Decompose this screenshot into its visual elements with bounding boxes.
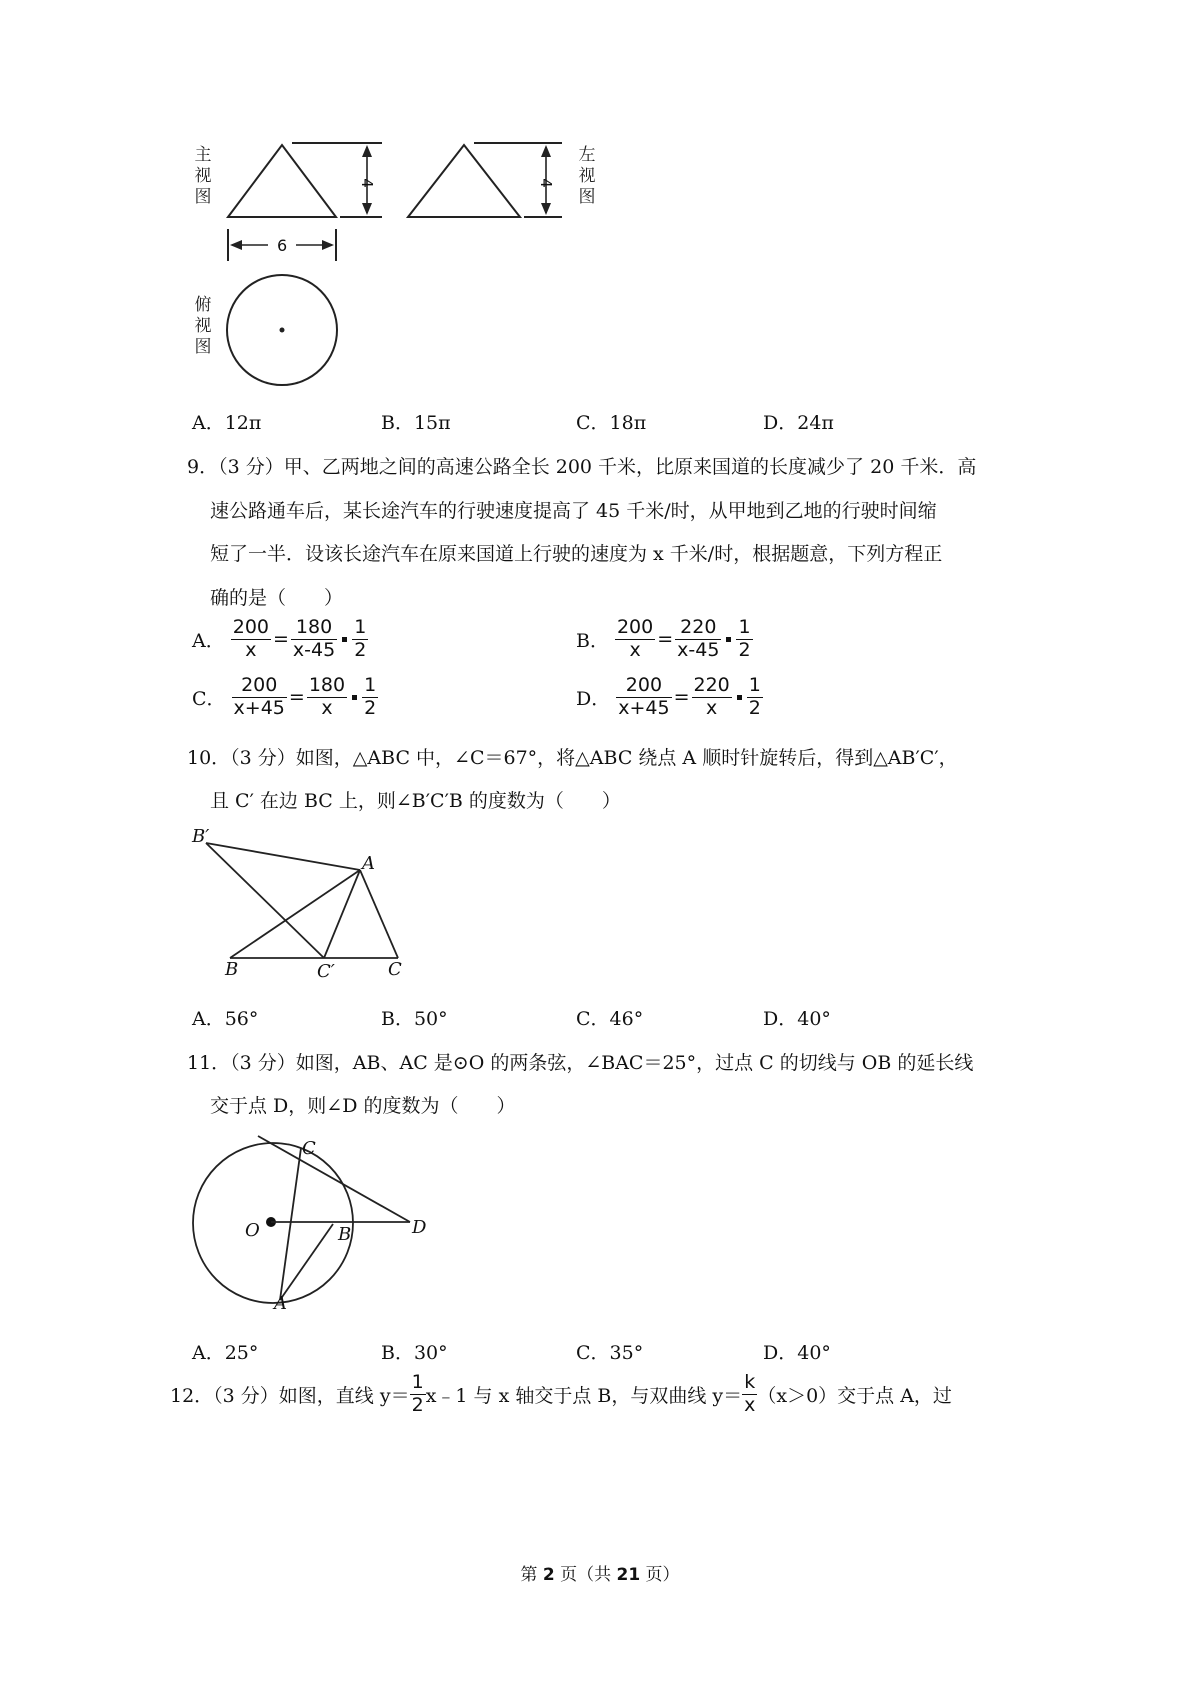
q12-frac1-den: 2: [411, 1393, 424, 1416]
top-view-center-dot: [280, 328, 285, 333]
point-c-label: C: [388, 959, 402, 980]
q8-option-a: A．12π: [192, 412, 262, 434]
q9-a-k-den: 2: [354, 638, 367, 661]
q9-c-r-den: x: [321, 696, 333, 719]
q9-b-eq: =: [657, 628, 674, 651]
q9-a-eq: =: [273, 628, 289, 651]
top-view-label: 俯视图: [194, 295, 212, 357]
q9-d-eq: =: [673, 686, 690, 709]
q9-d-l-den: x+45: [618, 696, 670, 719]
rotation-triangle-figure: [190, 825, 420, 985]
footer-page-number: 2: [542, 1565, 555, 1585]
front-view-label: 主视图: [194, 145, 212, 207]
footer-post: 页）: [640, 1565, 680, 1585]
q9-c-l-den: x+45: [233, 696, 285, 719]
q9-line-1: 9．（3 分）甲、乙两地之间的高速公路全长 200 千米，比原来国道的长度减少了 20 千米．高: [187, 456, 977, 478]
q10-line-1: 10．（3 分）如图，△ABC 中，∠C＝67°，将△ABC 绕点 A 顺时针旋转后，得到△AB′C′，: [187, 747, 958, 769]
left-height-label: 4: [536, 178, 555, 188]
three-views-figure: [190, 135, 650, 395]
point-b-label: B: [225, 959, 239, 980]
q10-option-c: C．46°: [576, 1008, 644, 1030]
q12-frac1-num: 1: [411, 1371, 424, 1393]
q8-option-b: B．15π: [381, 412, 451, 434]
multiply-dot-icon: [342, 637, 347, 642]
front-view-triangle: [228, 145, 336, 217]
q9-c-k-num: 1: [364, 674, 377, 696]
q9-option-label: B．: [576, 629, 609, 652]
q12-prefix: 12．（3 分）如图，直线 y＝: [170, 1384, 410, 1407]
footer-mid: 页（共: [554, 1565, 617, 1585]
front-height-label: 4: [357, 178, 376, 188]
q8-option-d: D．24π: [763, 412, 834, 434]
q12-suffix: （x＞0）交于点 A，过: [757, 1384, 952, 1407]
left-view-label: 左视图: [578, 145, 596, 207]
q9-a-l-den: x: [245, 638, 257, 661]
q9-d-r-den: x: [706, 696, 718, 719]
q9-d-l-num: 200: [616, 675, 671, 698]
width-label: 6: [277, 236, 288, 255]
q12-line-1: [170, 1372, 952, 1417]
q9-b-r-den: x-45: [677, 638, 720, 661]
q11-line-1: 11．（3 分）如图，AB、AC 是⊙O 的两条弦，∠BAC＝25°，过点 C 的切线与 OB 的延长线: [187, 1052, 974, 1074]
q9-a-r-den: x-45: [292, 638, 336, 661]
q9-option-label: A．: [192, 629, 225, 652]
point-c-prime-label: C′: [317, 961, 335, 982]
point-c-label: C: [302, 1138, 316, 1159]
q10-option-b: B．50°: [381, 1008, 448, 1030]
multiply-dot-icon: [737, 695, 742, 700]
point-o-label: O: [245, 1220, 260, 1241]
multiply-dot-icon: [726, 637, 731, 642]
footer-total-pages: 21: [616, 1565, 641, 1585]
q11-option-b: B．30°: [381, 1342, 448, 1364]
q11-line-2: 交于点 D，则∠D 的度数为（ ）: [210, 1095, 516, 1117]
q9-b-k-num: 1: [738, 616, 751, 638]
q9-option-b: [576, 617, 753, 662]
circle-tangent-figure: [190, 1128, 450, 1318]
point-d-label: D: [412, 1217, 427, 1238]
q9-option-a: [192, 617, 368, 662]
q9-c-r-num: 180: [308, 674, 346, 696]
point-a-label: A: [362, 853, 375, 874]
q9-a-l-num: 200: [232, 616, 269, 638]
q9-line-3: 短了一半．设该长途汽车在原来国道上行驶的速度为 x 千米/时，根据题意，下列方程正: [210, 543, 943, 565]
q9-line-4: 确的是（ ）: [210, 587, 344, 609]
q9-c-eq: =: [288, 686, 305, 709]
q12-mid: x﹣1 与 x 轴交于点 B，与双曲线 y＝: [425, 1384, 743, 1407]
q9-d-r-num: 220: [693, 674, 730, 696]
q11-option-d: D．40°: [763, 1342, 831, 1364]
q9-option-c: [192, 675, 378, 720]
q10-option-d: D．40°: [763, 1008, 831, 1030]
q9-a-r-num: 180: [291, 617, 337, 640]
q12-frac2-den: x: [744, 1393, 756, 1416]
footer-pre: 第: [520, 1565, 543, 1585]
q10-option-a: A．56°: [192, 1008, 259, 1030]
q9-a-k-num: 1: [354, 616, 367, 638]
multiply-dot-icon: [352, 695, 357, 700]
point-a-label: A: [274, 1293, 287, 1314]
q9-b-r-num: 220: [675, 617, 721, 640]
left-view-triangle: [408, 145, 520, 217]
q9-c-l-num: 200: [232, 675, 287, 698]
q9-b-l-num: 200: [616, 616, 654, 638]
q11-option-a: A．25°: [192, 1342, 259, 1364]
q9-option-label: C．: [192, 687, 226, 710]
page-footer: [0, 1560, 1200, 1585]
q10-line-2: 且 C′ 在边 BC 上，则∠B′C′B 的度数为（ ）: [210, 790, 621, 812]
q9-line-2: 速公路通车后，某长途汽车的行驶速度提高了 45 千米/时，从甲地到乙地的行驶时间缩: [210, 500, 937, 522]
q12-frac2-num: k: [742, 1372, 757, 1395]
q9-b-l-den: x: [629, 638, 641, 661]
q9-option-d: [576, 675, 763, 720]
q9-d-k-num: 1: [748, 674, 761, 696]
point-b-label: B: [338, 1224, 352, 1245]
point-b-prime-label: B′: [192, 826, 210, 847]
q9-c-k-den: 2: [364, 696, 377, 719]
q9-d-k-den: 2: [748, 696, 761, 719]
q9-option-label: D．: [576, 687, 611, 710]
q11-option-c: C．35°: [576, 1342, 644, 1364]
q8-option-c: C．18π: [576, 412, 647, 434]
q9-b-k-den: 2: [738, 638, 751, 661]
circle-tangent-drawing: [190, 1128, 450, 1318]
